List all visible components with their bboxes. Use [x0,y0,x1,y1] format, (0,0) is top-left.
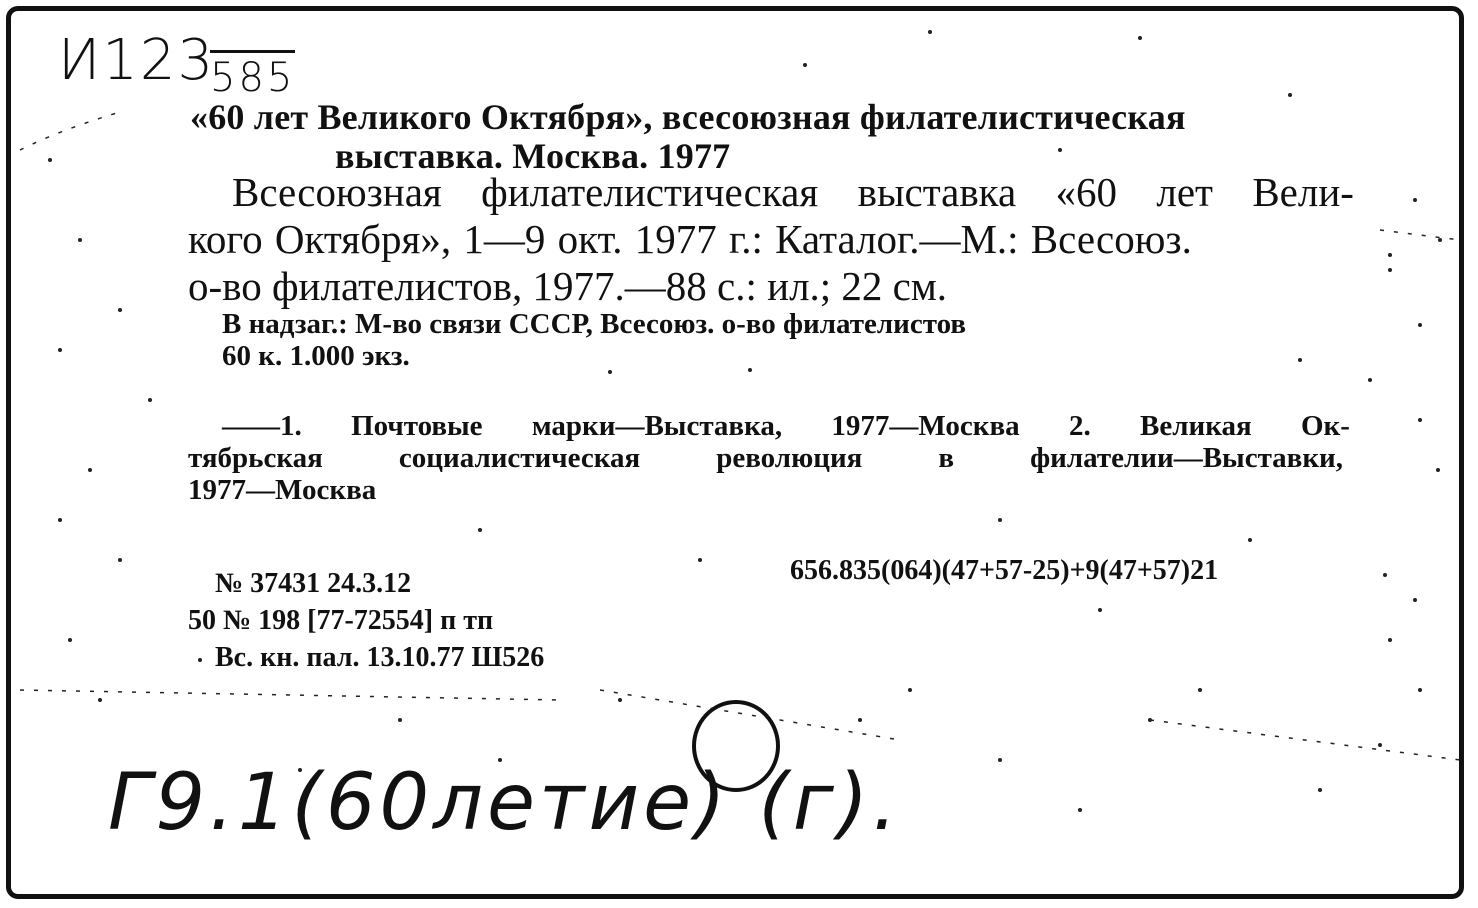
subject-word: в [938,442,955,474]
subjects-line-1 [222,410,1350,443]
subject-word: марки—Выставка, [531,410,783,442]
subject-word: 2. [1068,410,1091,442]
notes-line-1: В надзаг.: М-во связи СССР, Всесоюз. о-во филателистов [222,308,967,340]
heading-line-1: «60 лет Великого Октября», всесоюзная филателистическая [190,97,1186,137]
subject-word: социалистическая [398,442,641,474]
description-word: выставка [857,169,1017,215]
description-word: «60 [1055,169,1118,215]
heading-line-2: выставка. Москва. 1977 [335,136,731,176]
subject-word: тябрьская [188,442,323,474]
record-line-1: № 37431 24.3.12 [215,568,412,599]
call-number-handwritten [58,28,215,93]
description-word: Всесоюзная [232,169,442,215]
subject-word: революция [716,442,863,474]
subject-word: филателии—Выставки, [1030,442,1343,474]
notes-line-2: 60 к. 1.000 экз. [222,340,410,372]
subject-word: 1977—Москва [831,410,1020,442]
description-line-3: о-во филателистов, 1977.—88 с.: ил.; 22 см. [188,263,948,309]
subjects-line-2 [188,442,1343,475]
description-line-2: кого Октября», 1—9 окт. 1977 г.: Каталог.—М.: Всесоюз. [188,216,1192,262]
call-number-sub: 585 [210,50,295,101]
description-word: Вели- [1252,169,1354,215]
description-word: филателистическая [481,169,819,215]
description-word: лет [1156,169,1213,215]
record-line-2: 50 № 198 [77-72554] п тп [188,605,494,636]
subject-word: ——1. [222,410,302,442]
call-number: И123 [58,28,216,93]
subject-word: Великая [1140,410,1252,442]
description-line-1 [232,168,1354,216]
record-line-3: Вс. кн. пал. 13.10.77 Ш526 [215,642,545,673]
subject-word: Почтовые [351,410,483,442]
subject-word: Ок- [1301,410,1350,442]
classification-code: 656.835(064)(47+57-25)+9(47+57)21 [790,555,1219,586]
subjects-line-3: 1977—Москва [188,474,377,506]
handwritten-classification: Г9.1(60летие) (г). [108,758,902,848]
